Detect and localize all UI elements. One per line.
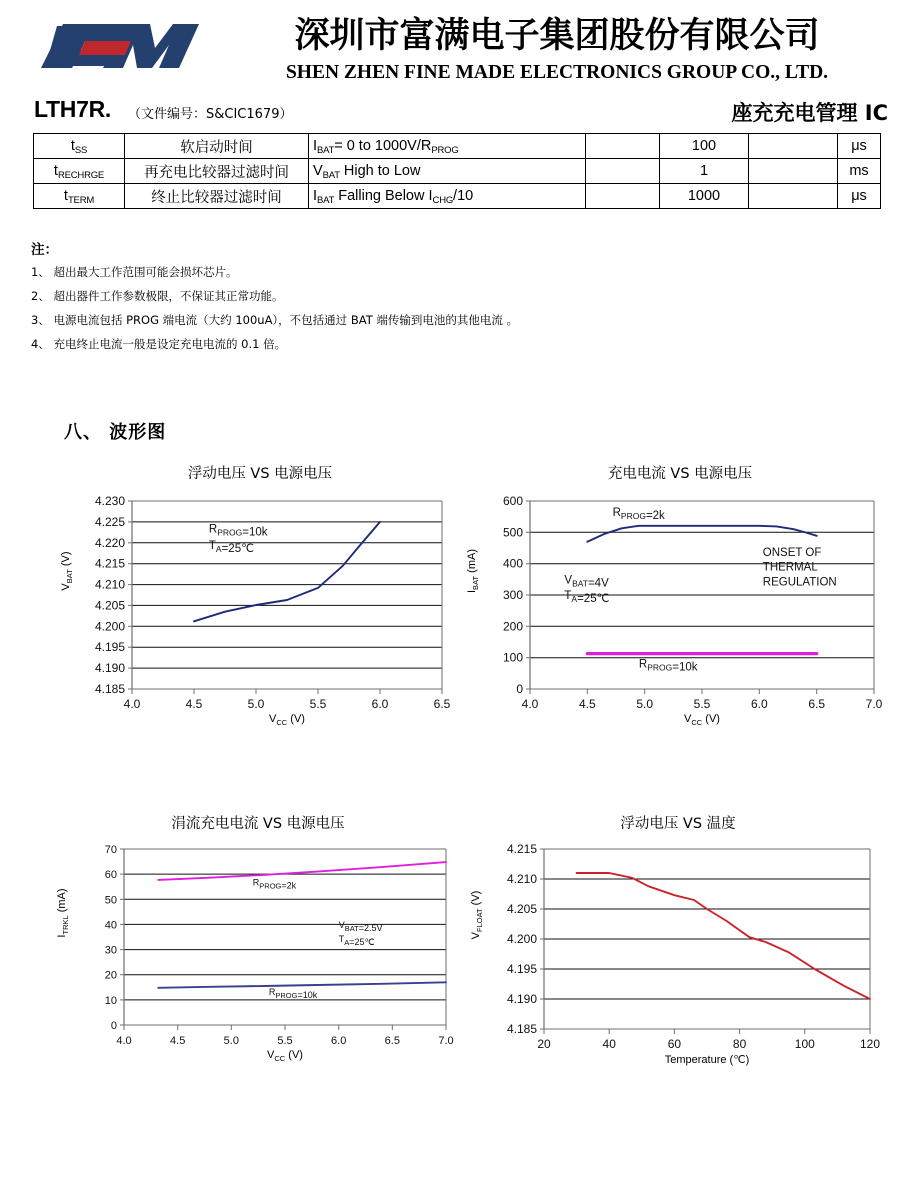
x-tick-label: 4.5 bbox=[185, 697, 203, 711]
cell-symbol: $t_{RECHRGE}$ bbox=[34, 159, 125, 184]
chart-body bbox=[60, 483, 460, 733]
chart-body bbox=[466, 483, 890, 733]
cell-description: 再充电比较器过滤时间 bbox=[125, 159, 309, 184]
chart-charge-current-vs-supply bbox=[466, 462, 890, 733]
page-header bbox=[0, 0, 912, 95]
y-tick-label: 4.190 bbox=[94, 661, 125, 676]
chart-float-voltage-vs-supply bbox=[60, 462, 460, 733]
note-item: 2、 超出器件工作参数极限，不保证其正常功能。 bbox=[31, 289, 284, 303]
cell-min bbox=[586, 134, 660, 159]
y-tick-label: 10 bbox=[104, 994, 117, 1007]
x-tick-label: 40 bbox=[602, 1037, 616, 1051]
spec-table bbox=[33, 133, 881, 209]
table-row bbox=[34, 159, 881, 184]
x-tick-label: 4.0 bbox=[116, 1035, 132, 1047]
chart-annotation: $R_{PROG}=2k$ bbox=[252, 877, 297, 891]
chart-title: 浮动电压 VS 温度 bbox=[620, 816, 736, 832]
spec-table-wrap bbox=[33, 133, 881, 209]
x-tick-label: 20 bbox=[537, 1037, 551, 1051]
chart-float-voltage-vs-temperature bbox=[468, 812, 888, 1069]
x-tick-label: 5.5 bbox=[277, 1035, 293, 1047]
chart-body bbox=[468, 833, 888, 1069]
cell-unit: μs bbox=[838, 134, 881, 159]
x-tick-label: 6.0 bbox=[331, 1035, 347, 1047]
page-title: 座充充电管理 IC bbox=[731, 101, 888, 125]
y-tick-label: 4.190 bbox=[506, 992, 537, 1006]
cell-condition: $I_{BAT}= 0$ to $1000V/R_{PROG}$ bbox=[309, 134, 586, 159]
x-tick-label: 4.5 bbox=[578, 697, 596, 711]
data-series bbox=[577, 873, 870, 999]
x-tick-label: 6.0 bbox=[371, 697, 389, 711]
chart-annotation: ONSET OF bbox=[762, 546, 822, 559]
chart-annotation: $T_A=25℃$ bbox=[338, 934, 375, 947]
y-tick-label: 4.205 bbox=[94, 598, 125, 613]
cell-typ: 100 bbox=[660, 134, 749, 159]
cell-symbol: $t_{SS}$ bbox=[34, 134, 125, 159]
y-axis-label: $I_{TRKL}$ (mA) bbox=[56, 888, 70, 938]
chart-annotation: $V_{BAT}=4V$ bbox=[564, 574, 609, 590]
x-tick-label: 5.0 bbox=[636, 697, 654, 711]
y-tick-label: 70 bbox=[104, 844, 117, 856]
x-tick-label: 6.5 bbox=[433, 697, 451, 711]
x-tick-label: 5.0 bbox=[223, 1035, 239, 1047]
x-tick-label: 6.5 bbox=[384, 1035, 400, 1047]
chart-annotation: $R_{PROG}=2k$ bbox=[612, 507, 665, 522]
y-tick-label: 200 bbox=[502, 619, 523, 634]
y-axis-label: $V_{BAT}$ (V) bbox=[60, 551, 74, 591]
y-tick-label: 400 bbox=[502, 556, 523, 571]
x-tick-label: 5.5 bbox=[693, 697, 711, 711]
y-tick-label: 100 bbox=[502, 650, 523, 665]
x-tick-label: 120 bbox=[859, 1037, 881, 1051]
cell-typ: 1000 bbox=[660, 184, 749, 209]
y-tick-label: 0 bbox=[516, 682, 523, 696]
section-heading: 八、 波形图 bbox=[64, 422, 167, 443]
x-tick-label: 5.0 bbox=[247, 697, 265, 711]
y-tick-label: 300 bbox=[502, 588, 523, 602]
chart-annotation: $T_A=25℃$ bbox=[564, 590, 610, 606]
chart-annotation: $R_{PROG}=10k$ bbox=[208, 523, 268, 539]
chart-svg bbox=[58, 833, 458, 1065]
title-row bbox=[0, 96, 912, 130]
cell-max bbox=[749, 184, 838, 209]
x-tick-label: 100 bbox=[794, 1037, 815, 1051]
cell-unit: ms bbox=[838, 159, 881, 184]
notes-heading: 注： bbox=[31, 242, 58, 258]
chart-annotation: $R_{PROG}=10k$ bbox=[638, 658, 698, 674]
cell-condition: $V_{BAT}$ High to Low bbox=[309, 159, 586, 184]
y-tick-label: 4.210 bbox=[94, 577, 125, 592]
note-item: 4、 充电终止电流一般是设定充电电流的 0.1 倍。 bbox=[31, 337, 287, 351]
chart-svg bbox=[468, 833, 888, 1069]
data-series bbox=[158, 862, 446, 880]
x-tick-label: 4.0 bbox=[521, 697, 539, 711]
cell-max bbox=[749, 159, 838, 184]
y-axis-label: $I_{BAT}$ (mA) bbox=[466, 549, 480, 593]
cell-description: 软启动时间 bbox=[125, 134, 309, 159]
y-tick-label: 500 bbox=[502, 525, 523, 540]
chart-title: 充电电流 VS 电源电压 bbox=[607, 466, 753, 482]
cell-condition: $I_{BAT}$ Falling Below $I_{CHG}/10$ bbox=[309, 184, 586, 209]
document-number: （文件编号：S&CIC1679） bbox=[128, 107, 293, 122]
cell-min bbox=[586, 184, 660, 209]
y-tick-label: 4.225 bbox=[94, 514, 125, 529]
chart-annotation: THERMAL bbox=[762, 561, 818, 574]
y-tick-label: 600 bbox=[502, 494, 523, 508]
note-item: 3、 电源电流包括 PROG 端电流（大约 100uA），不包括通过 BAT 端传输到电池的其他电流 。 bbox=[31, 313, 519, 327]
cell-description: 终止比较器过滤时间 bbox=[125, 184, 309, 209]
y-tick-label: 4.215 bbox=[506, 842, 537, 856]
y-tick-label: 4.220 bbox=[94, 535, 125, 550]
x-tick-label: 4.5 bbox=[170, 1035, 186, 1047]
table-row bbox=[34, 134, 881, 159]
chart-svg bbox=[470, 483, 890, 733]
company-name-cn: 深圳市富满电子集团股份有限公司 bbox=[294, 16, 820, 56]
y-tick-label: 4.195 bbox=[506, 962, 537, 976]
x-tick-label: 6.0 bbox=[750, 697, 768, 711]
chart-svg bbox=[60, 483, 460, 733]
cell-max bbox=[749, 134, 838, 159]
cell-unit: μs bbox=[838, 184, 881, 209]
y-tick-label: 4.195 bbox=[94, 640, 125, 655]
y-tick-label: 4.215 bbox=[94, 556, 125, 571]
y-tick-label: 4.210 bbox=[506, 872, 537, 886]
y-tick-label: 30 bbox=[104, 944, 117, 957]
y-tick-label: 40 bbox=[104, 919, 117, 932]
y-tick-label: 4.185 bbox=[94, 682, 125, 696]
y-tick-label: 4.200 bbox=[506, 932, 537, 946]
chart-annotation: $V_{BAT}=2.5V$ bbox=[338, 920, 383, 934]
y-tick-label: 60 bbox=[104, 869, 117, 882]
table-row bbox=[34, 184, 881, 209]
data-series bbox=[587, 526, 816, 542]
chart-annotation: $R_{PROG}=10k$ bbox=[268, 986, 318, 1000]
x-axis-label: $V_{CC}$ (V) bbox=[269, 713, 305, 727]
x-tick-label: 6.5 bbox=[808, 697, 826, 711]
cell-typ: 1 bbox=[660, 159, 749, 184]
data-series bbox=[158, 982, 446, 988]
x-tick-label: 5.5 bbox=[309, 697, 327, 711]
x-axis-label: $V_{CC}$ (V) bbox=[267, 1049, 303, 1063]
cell-symbol: $t_{TERM}$ bbox=[34, 184, 125, 209]
chart-annotation: REGULATION bbox=[762, 576, 837, 589]
x-axis-label: $V_{CC}$ (V) bbox=[684, 713, 720, 727]
notes-block bbox=[31, 238, 891, 361]
fm-logo-icon bbox=[33, 12, 208, 80]
chart-title: 涓流充电电流 VS 电源电压 bbox=[171, 816, 345, 832]
x-tick-label: 4.0 bbox=[123, 697, 141, 711]
chart-title: 浮动电压 VS 电源电压 bbox=[187, 466, 333, 482]
company-name-en: SHEN ZHEN FINE MADE ELECTRONICS GROUP CO., LTD. bbox=[285, 62, 829, 83]
y-tick-label: 4.205 bbox=[506, 902, 537, 916]
y-tick-label: 4.185 bbox=[506, 1022, 537, 1036]
chart-trickle-current-vs-supply bbox=[58, 812, 458, 1065]
y-tick-label: 0 bbox=[110, 1020, 117, 1032]
note-item: 1、 超出最大工作范围可能会损坏芯片。 bbox=[31, 265, 238, 279]
y-tick-label: 20 bbox=[104, 969, 117, 982]
x-tick-label: 7.0 bbox=[438, 1035, 454, 1047]
y-tick-label: 50 bbox=[104, 894, 117, 907]
y-tick-label: 4.230 bbox=[94, 494, 125, 508]
y-axis-label: $V_{FLOAT}$ (V) bbox=[470, 890, 484, 940]
cell-min bbox=[586, 159, 660, 184]
chart-annotation: $T_A=25℃$ bbox=[208, 540, 255, 555]
chart-body bbox=[58, 833, 458, 1065]
x-tick-label: 60 bbox=[667, 1037, 682, 1051]
y-tick-label: 4.200 bbox=[94, 619, 125, 634]
x-axis-label: Temperature (℃) bbox=[664, 1054, 750, 1066]
x-tick-label: 7.0 bbox=[865, 697, 883, 711]
x-tick-label: 80 bbox=[732, 1037, 747, 1051]
part-number: LTH7R. bbox=[34, 96, 111, 122]
